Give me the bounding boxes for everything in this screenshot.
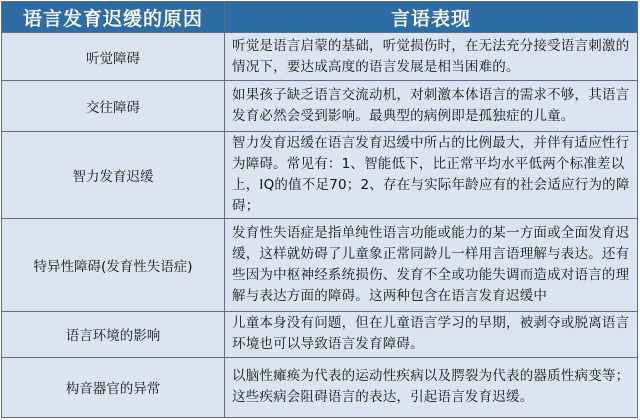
description-cell: 以脑性瘫痪为代表的运动性疾病以及腭裂为代表的器质性病变等；这些疾病会阻碍语言的表达，引起语言发育迟缓。 [225, 357, 638, 418]
header-cause: 语言发育迟缓的原因 [2, 2, 225, 33]
cause-cell: 构音器官的异常 [2, 357, 225, 418]
table-row [2, 33, 638, 81]
cause-cell: 语言环境的影响 [2, 312, 225, 357]
table-row [2, 312, 638, 357]
description-cell: 智力发育迟缓在语言发育迟缓中所占的比例最大，并伴有适应性行为障碍。常见有：1、智能低下，比正常平均水平低两个标准差以上，IQ的值不足70；2、存在与实际年龄应有的社会适应行为的障碍； [225, 131, 638, 219]
header-performance: 言语表现 [225, 2, 638, 33]
cause-cell: 智力发育迟缓 [2, 131, 225, 219]
cause-cell: 特异性障碍(发育性失语症) [2, 219, 225, 312]
cause-cell: 交往障碍 [2, 81, 225, 131]
language-delay-table [1, 1, 638, 418]
description-cell: 发育性失语症是指单纯性语言功能或能力的某一方面或全面发育迟缓，这样就妨碍了儿童象正常同龄儿一样用言语理解与表达。还有些因为中枢神经系统损伤、发育不全或功能失调而造成对语言的理解与表达方面的障碍。这两种包含在语言发育迟缓中 [225, 219, 638, 312]
description-cell: 如果孩子缺乏语言交流动机，对刺激本体语言的需求不够，其语言发育必然会受到影响。最典型的病例即是孤独症的儿童。 [225, 81, 638, 131]
description-cell: 听觉是语言启蒙的基础，听觉损伤时，在无法充分接受语言刺激的情况下，要达成高度的语言发展是相当困难的。 [225, 33, 638, 81]
table-row [2, 219, 638, 312]
table-row [2, 81, 638, 131]
description-cell: 儿童本身没有问题，但在儿童语言学习的早期，被剥夺或脱离语言环境也可以导致语言发育障碍。 [225, 312, 638, 357]
table-row [2, 131, 638, 219]
table-row [2, 357, 638, 418]
cause-cell: 听觉障碍 [2, 33, 225, 81]
table-header-row [2, 2, 638, 33]
